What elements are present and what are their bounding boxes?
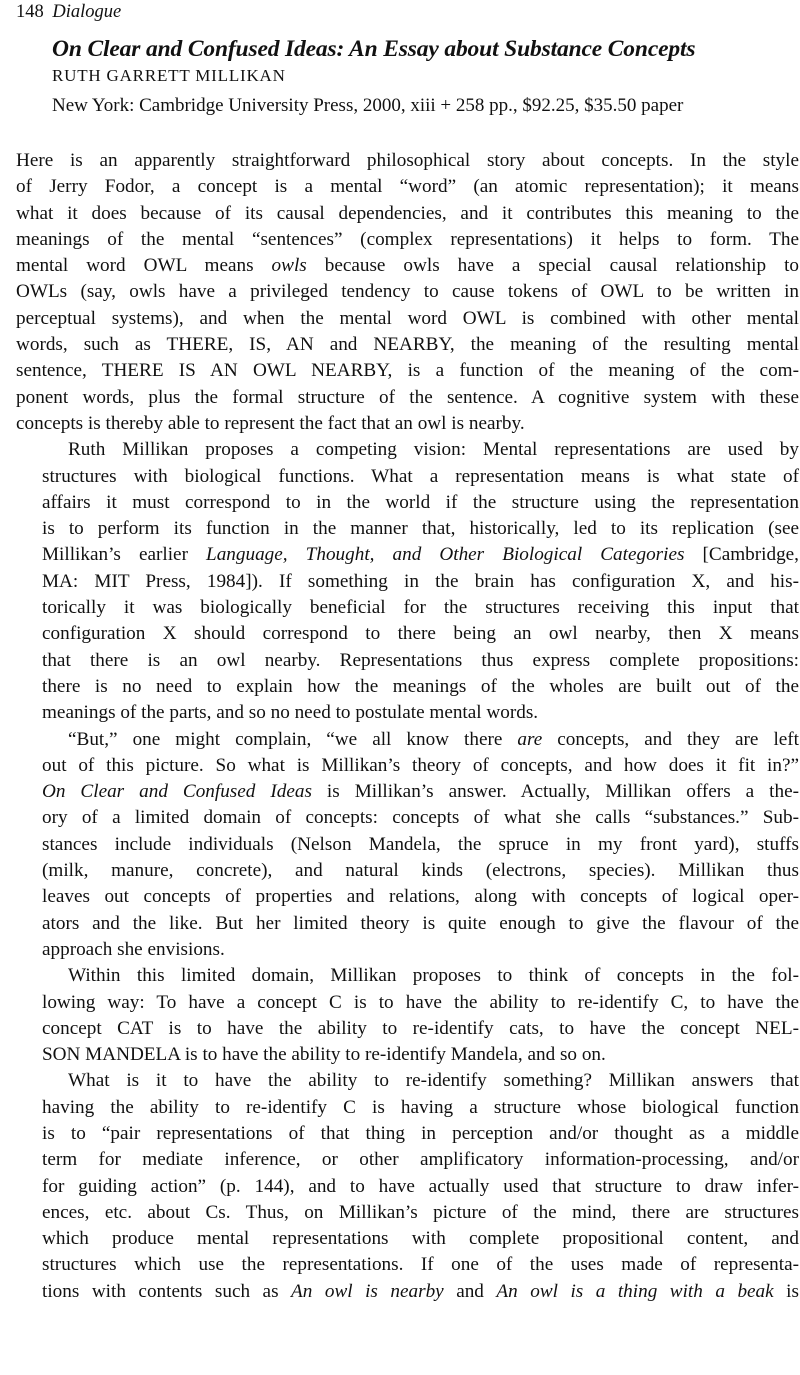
review-book-title: On Clear and Confused Ideas: An Essay about Substance Concepts [52,36,696,62]
text-line: Here is an apparently straightforward philosophical story about concepts. In the style [16,150,799,171]
italic-text: An owl is a thing with a beak [496,1280,774,1302]
text-line: OWLs (say, owls have a privileged tendency to cause tokens of OWL to be written in [16,281,799,303]
text-line: (milk, manure, concrete), and natural kinds (electrons, species). Millikan thus [42,860,799,882]
text-line: SON MANDELA is to have the ability to re-identify Mandela, and so on. [42,1044,606,1066]
review-body [16,148,799,1305]
italic-text: An owl is nearby [291,1280,444,1302]
text-line: perceptual systems), and when the mental word OWL is combined with other mental [16,307,799,329]
text-line: ators and the like. But her limited theory is quite enough to give the flavour of the [42,912,799,934]
review-book-author: RUTH GARRETT MILLIKAN [52,66,286,85]
paragraph [16,963,799,1068]
text-line: affairs it must correspond to in the world if the structure using the representation [42,491,799,513]
text-line: which produce mental representations with complete propositional content, and [42,1228,799,1250]
text-line: ory of a limited domain of concepts: concepts of what she calls “substances.” Sub- [42,807,799,829]
paragraph [16,1068,799,1305]
text-line: configuration X should correspond to there being an owl nearby, then X means [42,623,799,645]
text-line: stances include individuals (Nelson Mandela, the spruce in my front yard), stuffs [42,833,799,855]
running-head [16,0,121,24]
text-line: what it does because of its causal dependencies, and it contributes this meaning to the [16,202,799,224]
text-line: On Clear and Confused Ideas is Millikan’s answer. Actually, Millikan offers a the- [42,781,799,803]
section-name: Dialogue [52,2,122,22]
page-number: 148 [16,2,44,22]
text-line: tions with contents such as An owl is nearby and An owl is a thing with a beak is [42,1280,799,1302]
text-line: MA: MIT Press, 1984]). If something in the brain has configuration X, and his- [42,570,799,592]
text-line: of Jerry Fodor, a concept is a mental “word” (an atomic representation); it means [16,176,799,198]
text-line: mental word OWL means owls because owls have a special causal relationship to [16,255,799,277]
text-line: concepts is thereby able to represent the fact that an owl is nearby. [16,412,525,434]
text-line: having the ability to re-identify C is having a structure whose biological function [42,1096,799,1118]
text-line: that there is an owl nearby. Representations thus express complete propositions: [42,649,799,671]
paragraph [16,148,799,437]
text-line: “But,” one might complain, “we all know there are concepts, and they are left [68,728,800,750]
text-line: What is it to have the ability to re-identify something? Millikan answers that [68,1070,799,1092]
text-line: meanings of the mental “sentences” (complex representations) it helps to form. The [16,228,799,250]
text-line: lowing way: To have a concept C is to have the ability to re-identify C, to have the [42,991,799,1013]
italic-text: owls [271,255,307,277]
text-line: is to “pair representations of that thing in perception and/or thought as a middle [42,1122,799,1144]
text-line: words, such as THERE, IS, AN and NEARBY, the meaning of the resulting mental [16,334,799,356]
text-line: out of this picture. So what is Millikan’s theory of concepts, and how does it fit in?” [42,754,799,776]
text-line: is to perform its function in the manner that, historically, led to its replication (see [42,518,799,540]
text-line: torically it was biologically beneficial for the structures receiving this input that [42,597,799,619]
text-line: structures with biological functions. What a representation means is what state of [42,465,799,487]
text-line: structures which use the representations. If one of the uses made of representa- [42,1254,799,1276]
text-line: ponent words, plus the formal structure of the sentence. A cognitive system with these [16,386,799,408]
text-line: leaves out concepts of properties and relations, along with concepts of logical oper- [42,886,799,908]
paragraph [16,727,799,964]
italic-text: are [517,728,543,750]
paragraph [16,437,799,726]
text-line: approach she envisions. [42,938,225,960]
text-line: for guiding action” (p. 144), and to have actually used that structure to draw infer- [42,1175,799,1197]
text-line: concept CAT is to have the ability to re-identify cats, to have the concept NEL- [42,1017,799,1039]
text-line: term for mediate inference, or other amplificatory information-processing, and/or [42,1149,799,1171]
text-line: Millikan’s earlier Language, Thought, and Other Biological Categories [Cambridge, [42,544,799,566]
text-line: meanings of the parts, and so no need to postulate mental words. [42,702,539,724]
text-line: Ruth Millikan proposes a competing vision: Mental representations are used by [68,439,799,461]
text-line: Within this limited domain, Millikan proposes to think of concepts in the fol- [68,965,799,987]
review-book-publication: New York: Cambridge University Press, 2000, xiii + 258 pp., $92.25, $35.50 paper [52,95,684,116]
text-line: sentence, THERE IS AN OWL NEARBY, is a function of the meaning of the com- [16,360,799,382]
italic-text: Language, Thought, and Other Biological Categories [206,544,685,566]
text-line: ences, etc. about Cs. Thus, on Millikan’s picture of the mind, there are structures [42,1201,799,1223]
text-line: there is no need to explain how the meanings of the wholes are built out of the [42,675,799,697]
italic-text: On Clear and Confused Ideas [42,781,312,803]
